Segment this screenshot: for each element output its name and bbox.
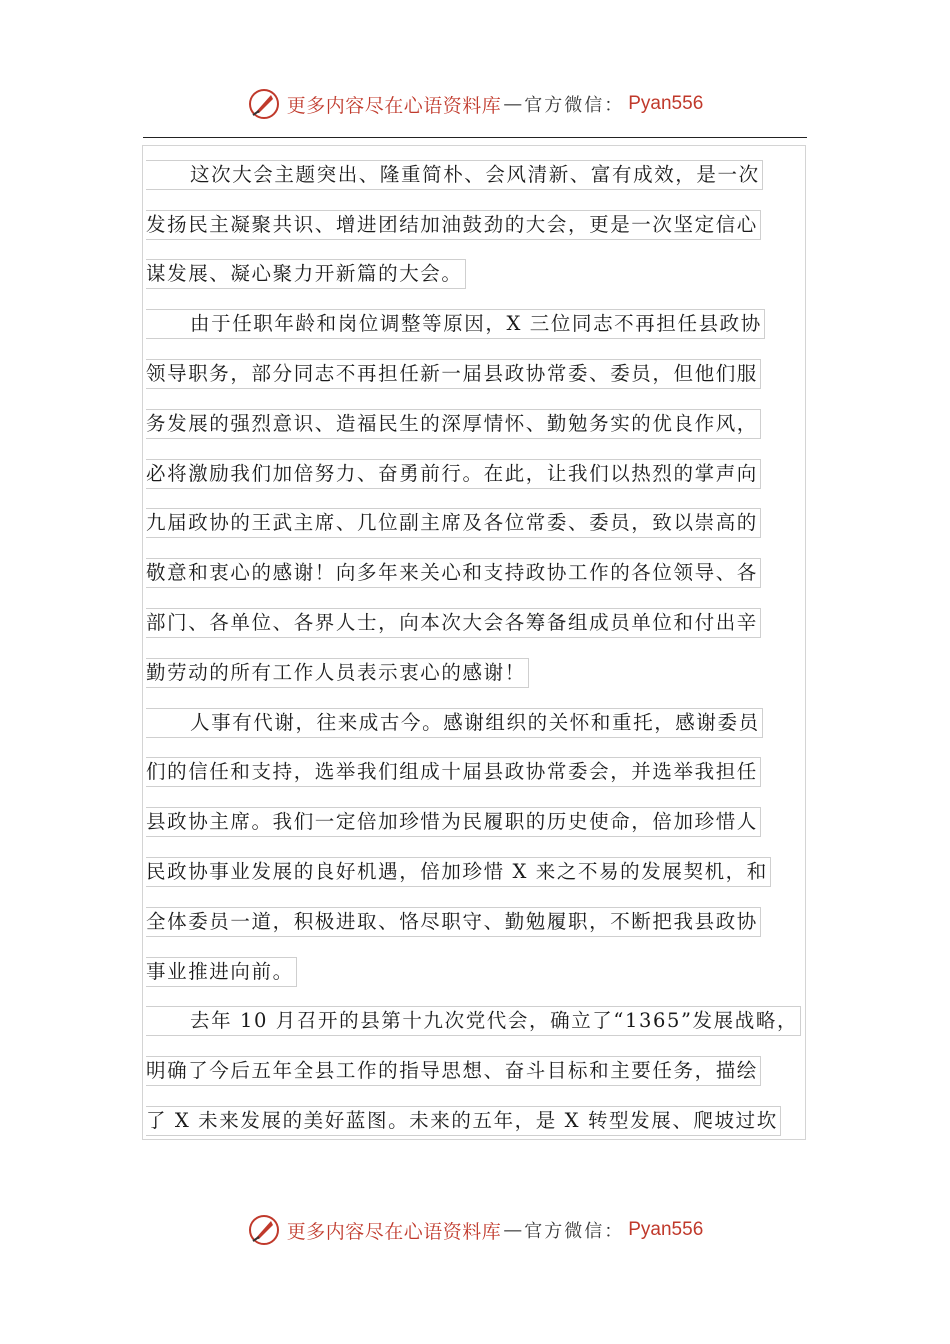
text-line xyxy=(146,698,826,748)
document-body xyxy=(146,150,826,1146)
text-line xyxy=(146,299,826,349)
line-text: 明确了今后五年全县工作的指导思想、奋斗目标和主要任务，描绘 xyxy=(146,1056,761,1086)
line-text: 敬意和衷心的感谢！向多年来关心和支持政协工作的各位领导、各 xyxy=(146,558,761,588)
header-brand: 更多内容尽在心语资料库 xyxy=(286,94,502,117)
text-line xyxy=(146,200,826,250)
line-text: 人事有代谢，往来成古今。感谢组织的关怀和重托，感谢委员 xyxy=(146,708,763,738)
text-line xyxy=(146,997,826,1047)
text-line xyxy=(146,449,826,499)
text-line xyxy=(146,150,826,200)
line-text: 发扬民主凝聚共识、增进团结加油鼓劲的大会，更是一次坚定信心 xyxy=(146,210,761,240)
quill-logo-icon xyxy=(247,1213,281,1247)
line-text: 县政协主席。我们一定倍加珍惜为民履职的历史使命，倍加珍惜人 xyxy=(146,807,761,837)
line-text: 领导职务，部分同志不再担任新一届县政协常委、委员，但他们服 xyxy=(146,359,761,389)
header-wechat-label: 官方微信： xyxy=(524,95,625,116)
text-line xyxy=(146,847,826,897)
line-text: 由于任职年龄和岗位调整等原因，X 三位同志不再担任县政协 xyxy=(146,309,765,339)
line-text: 部门、各单位、各界人士，向本次大会各筹备组成员单位和付出辛 xyxy=(146,608,761,638)
text-line xyxy=(146,947,826,997)
text-line xyxy=(146,499,826,549)
text-line xyxy=(146,797,826,847)
line-text: 民政协事业发展的良好机遇，倍加珍惜 X 来之不易的发展契机，和 xyxy=(146,857,771,887)
footer-wechat-id: Pyan556 xyxy=(628,1219,704,1240)
line-text: 全体委员一道，积极进取、恪尽职守、勤勉履职，不断把我县政协 xyxy=(146,907,761,937)
line-text: 九届政协的王武主席、几位副主席及各位常委、委员，致以崇高的 xyxy=(146,508,761,538)
line-text: 去年 10 月召开的县第十九次党代会，确立了“1365”发展战略， xyxy=(146,1006,801,1036)
text-line xyxy=(146,349,826,399)
line-text: 谋发展、凝心聚力开新篇的大会。 xyxy=(146,259,466,289)
line-text: 事业推进向前。 xyxy=(146,957,297,987)
header-banner xyxy=(0,84,950,124)
text-line xyxy=(146,897,826,947)
text-line xyxy=(146,399,826,449)
line-text: 必将激励我们加倍努力、奋勇前行。在此，让我们以热烈的掌声向 xyxy=(146,459,761,489)
line-text: 务发展的强烈意识、造福民生的深厚情怀、勤勉务实的优良作风， xyxy=(146,409,761,439)
text-line xyxy=(146,748,826,798)
footer-banner xyxy=(0,1210,950,1250)
line-text: 了 X 未来发展的美好蓝图。未来的五年，是 X 转型发展、爬坡过坎 xyxy=(146,1106,781,1136)
footer-separator: — xyxy=(503,1219,523,1241)
text-line xyxy=(146,648,826,698)
text-line xyxy=(146,1096,826,1146)
text-line xyxy=(146,548,826,598)
footer-brand: 更多内容尽在心语资料库 xyxy=(286,1220,502,1243)
header-rule xyxy=(143,137,807,138)
footer-wechat-label: 官方微信： xyxy=(524,1221,625,1242)
line-text: 这次大会主题突出、隆重简朴、会风清新、富有成效，是一次 xyxy=(146,160,763,190)
header-wechat-id: Pyan556 xyxy=(628,93,704,114)
text-line xyxy=(146,250,826,300)
quill-logo-icon xyxy=(247,87,281,121)
text-line xyxy=(146,598,826,648)
text-line xyxy=(146,1046,826,1096)
line-text: 勤劳动的所有工作人员表示衷心的感谢！ xyxy=(146,658,529,688)
line-text: 们的信任和支持，选举我们组成十届县政协常委会，并选举我担任 xyxy=(146,757,761,787)
header-separator: — xyxy=(503,93,523,115)
